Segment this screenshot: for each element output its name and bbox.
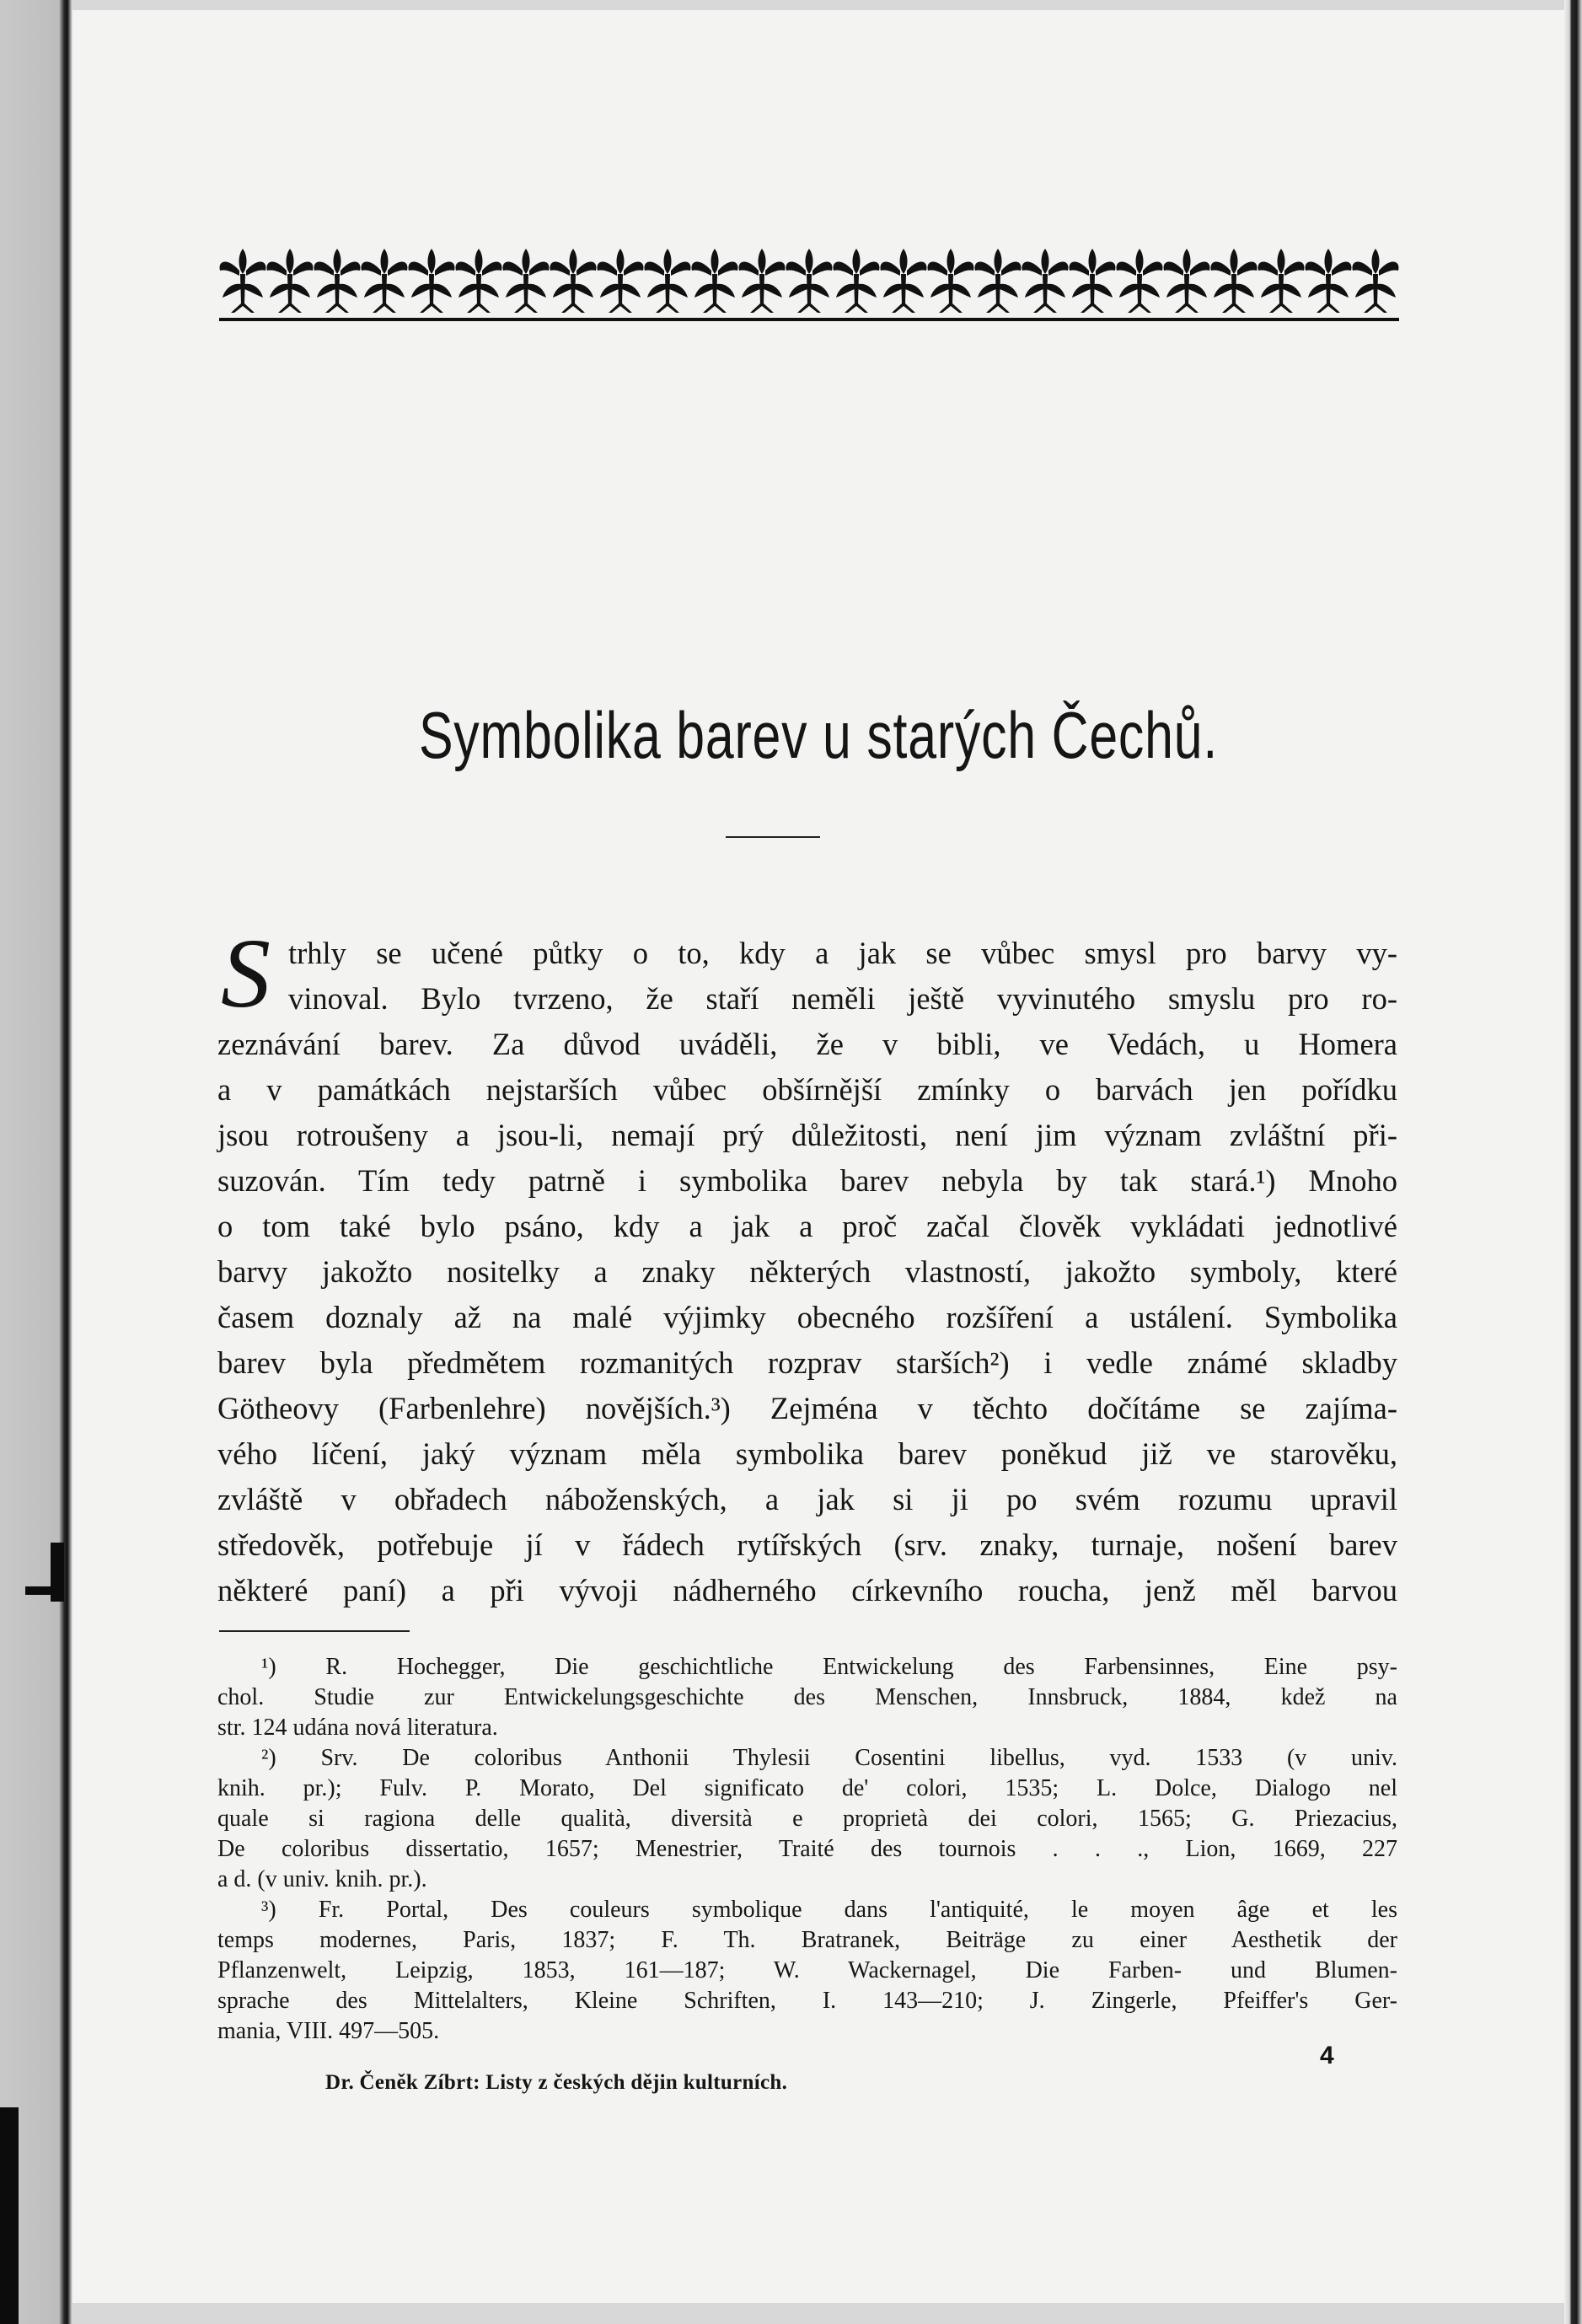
body-line: středověk, potřebuje jí v řádech rytířských (srv. znaky, turnaje, nošení barev bbox=[217, 1527, 1397, 1562]
flower-motif bbox=[881, 249, 927, 313]
body-line: o tom také bylo psáno, kdy a jak a proč začal člověk vykládati jednotlivé bbox=[217, 1209, 1397, 1243]
flower-motif bbox=[645, 249, 691, 313]
flower-motif bbox=[1353, 249, 1399, 313]
flower-motif bbox=[409, 249, 455, 313]
footnote-line: quale si ragiona delle qualità, diversità e proprietà dei colori, 1565; G. Priezacius, bbox=[217, 1806, 1397, 1832]
footnote-line: De coloribus dissertatio, 1657; Menestrier, Traité des tournois . . ., Lion, 1669, 227 bbox=[217, 1836, 1397, 1862]
floral-ornament-icon bbox=[219, 242, 1399, 326]
flower-motif bbox=[1306, 249, 1352, 313]
body-line: některé paní) a při vývoji nádherného církevního roucha, jenž měl barvou bbox=[217, 1573, 1397, 1607]
body-line: suzován. Tím tedy patrně i symbolika barev nebyla by tak stará.¹) Mnoho bbox=[217, 1163, 1397, 1198]
footnote-line: str. 124 udána nová literatura. bbox=[217, 1715, 498, 1741]
footnote-line: knih. pr.); Fulv. P. Morato, Del significato de' colori, 1535; L. Dolce, Dialogo nel bbox=[217, 1775, 1397, 1801]
body-line: časem doznaly až na malé výjimky obecného rozšíření a ustálení. Symbolika bbox=[217, 1300, 1397, 1334]
flower-motif bbox=[1211, 249, 1258, 313]
footnote-line: ²) Srv. De coloribus Anthonii Thylesii Cosentini libellus, vyd. 1533 (v univ. bbox=[261, 1745, 1397, 1771]
page-title: Symbolika barev u starých Čechů. bbox=[418, 698, 1219, 772]
footnotes bbox=[217, 1652, 1397, 2047]
footnote-line: ¹) R. Hochegger, Die geschichtliche Entwickelung des Farbensinnes, Eine psy- bbox=[261, 1654, 1397, 1680]
page-number: 4 bbox=[1320, 2042, 1334, 2069]
body-text bbox=[217, 931, 1397, 1613]
spine-clip-bottom bbox=[0, 2107, 19, 2324]
flower-motif bbox=[220, 249, 266, 313]
footnote-line: ³) Fr. Portal, Des couleurs symbolique dans l'antiquité, le moyen âge et les bbox=[261, 1897, 1397, 1923]
flower-motif bbox=[975, 249, 1022, 313]
running-footer-signature: Dr. Čeněk Zíbrt: Listy z českých dějin kulturních. bbox=[325, 2071, 788, 2094]
body-line: jsou rotroušeny a jsou-li, nemají prý důležitosti, není jim význam zvláštní při- bbox=[217, 1118, 1397, 1152]
body-line: a v památkách nejstarších vůbec obšírnější zmínky o barvách jen pořídku bbox=[217, 1072, 1397, 1107]
flower-motif bbox=[314, 249, 361, 313]
flower-motif bbox=[598, 249, 644, 313]
flower-motif bbox=[1164, 249, 1210, 313]
flower-motif bbox=[1022, 249, 1069, 313]
footnote-line: chol. Studie zur Entwickelungsgeschichte des Menschen, Innsbruck, 1884, kdež na bbox=[217, 1684, 1397, 1710]
footnote-rule bbox=[219, 1630, 410, 1632]
flower-motif bbox=[362, 249, 408, 313]
body-line: barvy jakožto nositelky a znaky některých vlastností, jakožto symboly, které bbox=[217, 1254, 1397, 1289]
footnote-line: sprache des Mittelalters, Kleine Schriften, I. 143—210; J. Zingerle, Pfeiffer's Ger- bbox=[217, 1988, 1397, 2014]
flower-motif bbox=[1070, 249, 1116, 313]
body-line: zvláště v obřadech náboženských, a jak si ji po svém rozumu upravil bbox=[217, 1482, 1397, 1516]
ornament-baseline bbox=[219, 318, 1399, 321]
page bbox=[72, 10, 1564, 2303]
flower-motif bbox=[1117, 249, 1163, 313]
spine-clip-mid bbox=[25, 1586, 64, 1595]
body-line: vinoval. Bylo tvrzeno, že staří neměli ještě vyvinutého smyslu pro ro- bbox=[288, 981, 1397, 1016]
flower-motif bbox=[739, 249, 786, 313]
flower-motif bbox=[267, 249, 314, 313]
flower-motif bbox=[503, 249, 550, 313]
title-rule bbox=[726, 836, 820, 838]
flower-motif bbox=[834, 249, 880, 313]
body-line: vého líčení, jaký význam měla symbolika barev poněkud již ve starověku, bbox=[217, 1436, 1397, 1471]
dropcap-letter: S bbox=[221, 926, 271, 1018]
footnote-line: mania, VIII. 497—505. bbox=[217, 2018, 440, 2044]
book-spine-edge bbox=[0, 0, 72, 2324]
flower-motif bbox=[456, 249, 502, 313]
flower-motif bbox=[928, 249, 974, 313]
body-line: trhly se učené půtky o to, kdy a jak se vůbec smysl pro barvy vy- bbox=[288, 936, 1397, 970]
body-line: barev byla předmětem rozmanitých rozprav starších²) i vedle známé skladby bbox=[217, 1345, 1397, 1380]
footnote-line: Pflanzenwelt, Leipzig, 1853, 161—187; W. Wackernagel, Die Farben- und Blumen- bbox=[217, 1957, 1397, 1983]
body-line: Götheovy (Farbenlehre) novějších.³) Zejména v těchto dočítáme se zajíma- bbox=[217, 1391, 1397, 1425]
flower-motif bbox=[1258, 249, 1305, 313]
body-line: zeznávání barev. Za důvod uváděli, že v bibli, ve Vedách, u Homera bbox=[217, 1027, 1397, 1061]
flower-motif bbox=[692, 249, 738, 313]
floral-ornament-border bbox=[219, 242, 1399, 326]
footnote-line: temps modernes, Paris, 1837; F. Th. Bratranek, Beiträge zu einer Aesthetik der bbox=[217, 1927, 1397, 1953]
flower-motif bbox=[786, 249, 833, 313]
footnote-line: a d. (v univ. knih. pr.). bbox=[217, 1866, 427, 1892]
flower-motif bbox=[550, 249, 597, 313]
page-right-edge bbox=[1564, 0, 1582, 2324]
